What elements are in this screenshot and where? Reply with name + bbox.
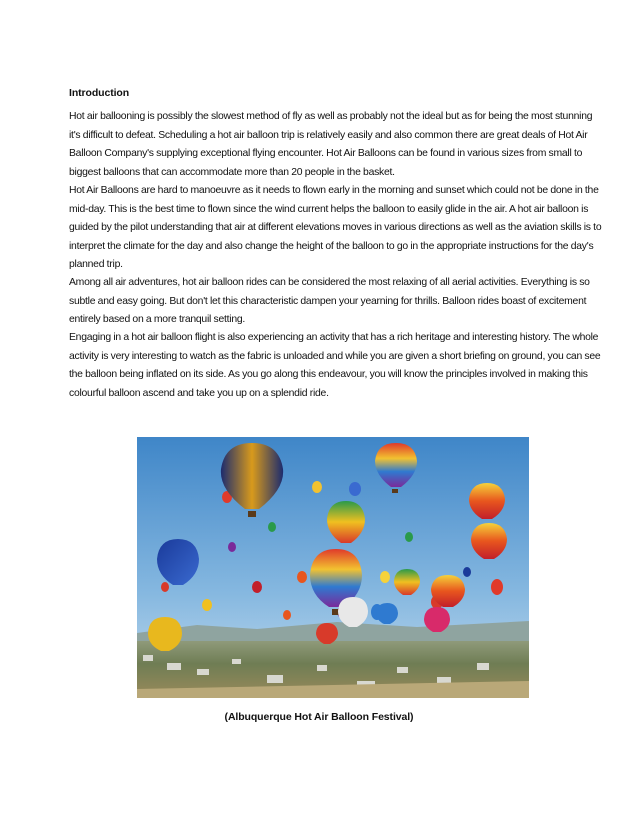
paragraph-3: Among all air adventures, hot air balloon rides can be considered the most relaxing of all aerial activities. Everything is so subtle and easy going. But don't let this characteristic dampen your yearning for thrills. Balloon rides boast of excitement entirely based on a more tranquil setting. bbox=[69, 277, 590, 325]
paragraph-4: Engaging in a hot air balloon flight is also experiencing an activity that has a rich heritage and interesting history. The whole activity is very interesting to watch as the fabric is unloaded and while you are given a short briefing on ground, you can see the balloon being inflated on its side. As you go along this endeavour, you will know the principles involved in making this colourful balloon ascend and take you up on a splendid ride. bbox=[69, 332, 601, 399]
section-heading: Introduction bbox=[69, 87, 130, 99]
balloon-festival-photo bbox=[137, 437, 529, 698]
figure-caption: (Albuquerque Hot Air Balloon Festival) bbox=[224, 711, 414, 723]
paragraph-1: Hot air ballooning is possibly the slowest method of fly as well as probably not the ideal but as for being the most stunning it's difficult to defeat. Scheduling a hot air balloon trip is relatively easily and also common there are great deals of Hot Air Balloon Company's supplying exceptional flying encounter. Hot Air Balloons can be found in various sizes from small to biggest balloons that can accommodate more than 20 people in the basket. bbox=[69, 111, 593, 178]
paragraph-2: Hot Air Balloons are hard to manoeuvre as it needs to flown early in the morning and sunset which could not be done in the mid-day. This is the best time to flown since the wind current helps the balloon to easily glide in the air. A hot air balloon is guided by the pilot understanding that air at different elevations moves in various directions as well as the aviation skills is to interpret the climate for the day and also change the height of the balloon to go in the appropriate instructions for the day's planned trip. bbox=[69, 185, 602, 270]
